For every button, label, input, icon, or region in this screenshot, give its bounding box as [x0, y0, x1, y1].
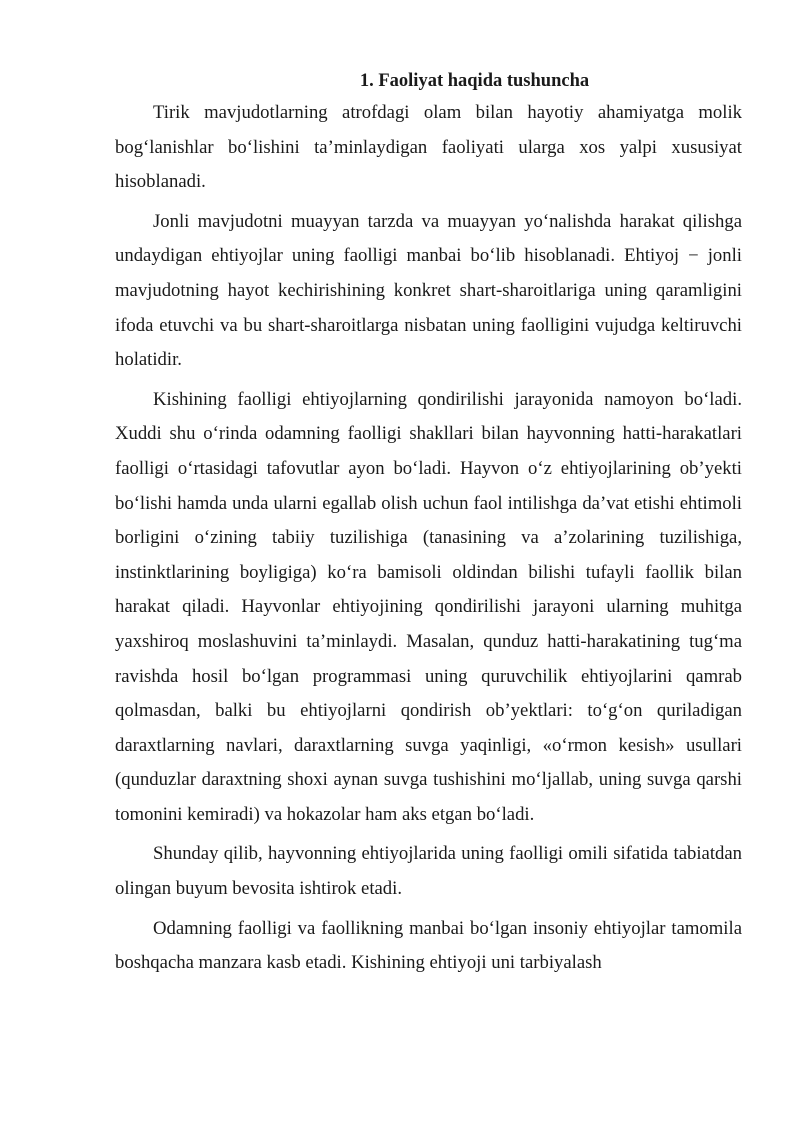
- paragraph-4: Shunday qilib, hayvonning ehtiyojlarida uning faolligi omili sifatida tabiatdan olingan buyum bevosita ishtirok etadi.: [115, 843, 742, 900]
- paragraph-3: Kishining faolligi ehtiyojlarning qondirilishi jarayonida namoyon bo‘ladi. Xuddi shu o‘rinda odamning faolligi shakllari bilan hayvonning hatti-harakatlari faolligi o‘rtasidagi tafovutlar ayon bo‘ladi. Hayvon o‘z ehtiyojlarining ob’yekti bo‘lishi hamda unda ularni egallab olish uchun faol intilishga da’vat etishi ehtimoli borligini o‘zining tabiiy tuzilishiga (tanasining va a’zolarining tuzilishiga, instinktlarining boyligiga) ko‘ra bamisoli oldindan bilishi tufayli faollik bilan harakat qiladi. Hayvonlar ehtiyojining qondirilishi jarayoni ularning muhitga yaxshiroq moslashuvini ta’minlaydi. Masalan, qunduz hatti-harakatining tug‘ma ravishda hosil bo‘lgan programmasi uning quruvchilik ehtiyojlarini qamrab qolmasdan, balki bu ehtiyojlarni qondirish ob’yektlari: to‘g‘on quriladigan daraxtlarning navlari, daraxtlarning suvga yaqinligi, «o‘rmon kesish» usullari (qunduzlar daraxtning shoxi aynan suvga tushishini mo‘ljallab, uning suvga qarshi tomonini kemiradi) va hokazolar ham aks etgan bo‘ladi.: [115, 388, 742, 825]
- document-page: [115, 66, 742, 986]
- section-heading: 1. Faoliyat haqida tushuncha: [359, 71, 590, 91]
- paragraph-5: Odamning faolligi va faollikning manbai bo‘lgan insoniy ehtiyojlar tamomila boshqacha manzara kasb etadi. Kishining ehtiyoji uni tarbiyalash: [115, 917, 742, 974]
- paragraph-1: Tirik mavjudotlarning atrofdagi olam bilan hayotiy ahamiyatga molik bog‘lanishlar bo‘lishini ta’minlaydigan faoliyati ularga xos yalpi xususiyat hisoblanadi.: [115, 102, 742, 193]
- paragraph-2: Jonli mavjudotni muayyan tarzda va muayyan yo‘nalishda harakat qilishga undaydigan ehtiyojlar uning faolligi manbai bo‘lib hisoblanadi. Ehtiyoj − jonli mavjudotning hayot kechirishining konkret shart-sharoitlariga uning qaramligini ifoda etuvchi va bu shart-sharoitlarga nisbatan uning faolligini vujudga keltiruvchi holatidir.: [115, 210, 742, 371]
